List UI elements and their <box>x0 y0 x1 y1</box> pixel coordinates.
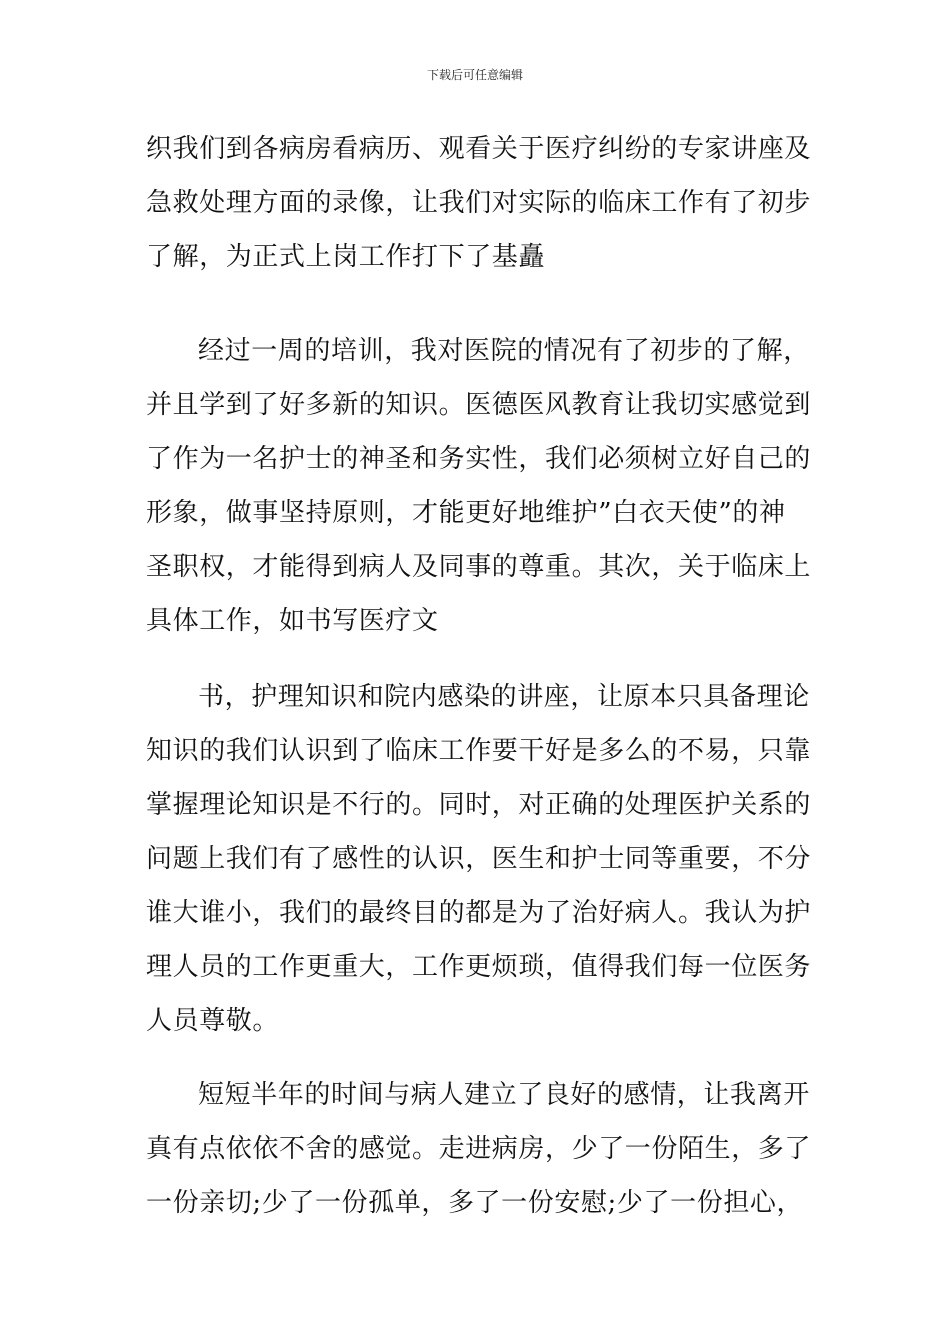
paragraph-line: 并且学到了好多新的知识。医德医风教育让我切实感觉到 <box>146 390 812 420</box>
paragraph-line: 知识的我们认识到了临床工作要干好是多么的不易，只靠 <box>146 736 812 766</box>
paragraph-line: 经过一周的培训，我对医院的情况有了初步的了解， <box>198 336 810 366</box>
paragraph-3 <box>146 670 816 1048</box>
paragraph-line: 一份亲切;少了一份孤单，多了一份安慰;少了一份担心， <box>146 1188 804 1218</box>
paragraph-line: 了解，为正式上岗工作打下了基矗 <box>146 242 546 272</box>
page-header: 下载后可任意编辑 <box>426 68 523 82</box>
paragraph-line: 真有点依依不舍的感觉。走进病房，少了一份陌生，多了 <box>146 1134 812 1164</box>
paragraph-line: 圣职权，才能得到病人及同事的尊重。其次，关于临床上 <box>146 552 812 582</box>
paragraph-line: 问题上我们有了感性的认识，医生和护士同等重要，不分 <box>146 844 812 874</box>
paragraph-line: 书，护理知识和院内感染的讲座，让原本只具备理论 <box>198 682 810 712</box>
paragraph-4 <box>146 1068 816 1230</box>
paragraph-line: 了作为一名护士的神圣和务实性，我们必须树立好自己的 <box>146 444 812 474</box>
paragraph-line: 具体工作，如书写医疗文 <box>146 606 439 636</box>
paragraph-line: 人员尊敬。 <box>146 1006 280 1036</box>
paragraph-line: 形象，做事坚持原则，才能更好地维护”白衣天使”的神 <box>146 498 786 528</box>
paragraph-1 <box>146 122 816 284</box>
paragraph-line: 织我们到各病房看病历、观看关于医疗纠纷的专家讲座及 <box>146 134 812 164</box>
paragraph-line: 短短半年的时间与病人建立了良好的感情，让我离开 <box>198 1080 810 1110</box>
paragraph-line: 理人员的工作更重大，工作更烦琐，值得我们每一位医务 <box>146 952 812 982</box>
paragraph-2 <box>146 324 816 648</box>
paragraph-line: 急救处理方面的录像，让我们对实际的临床工作有了初步 <box>146 188 812 218</box>
paragraph-line: 掌握理论知识是不行的。同时，对正确的处理医护关系的 <box>146 790 812 820</box>
paragraph-line: 谁大谁小，我们的最终目的都是为了治好病人。我认为护 <box>146 898 812 928</box>
